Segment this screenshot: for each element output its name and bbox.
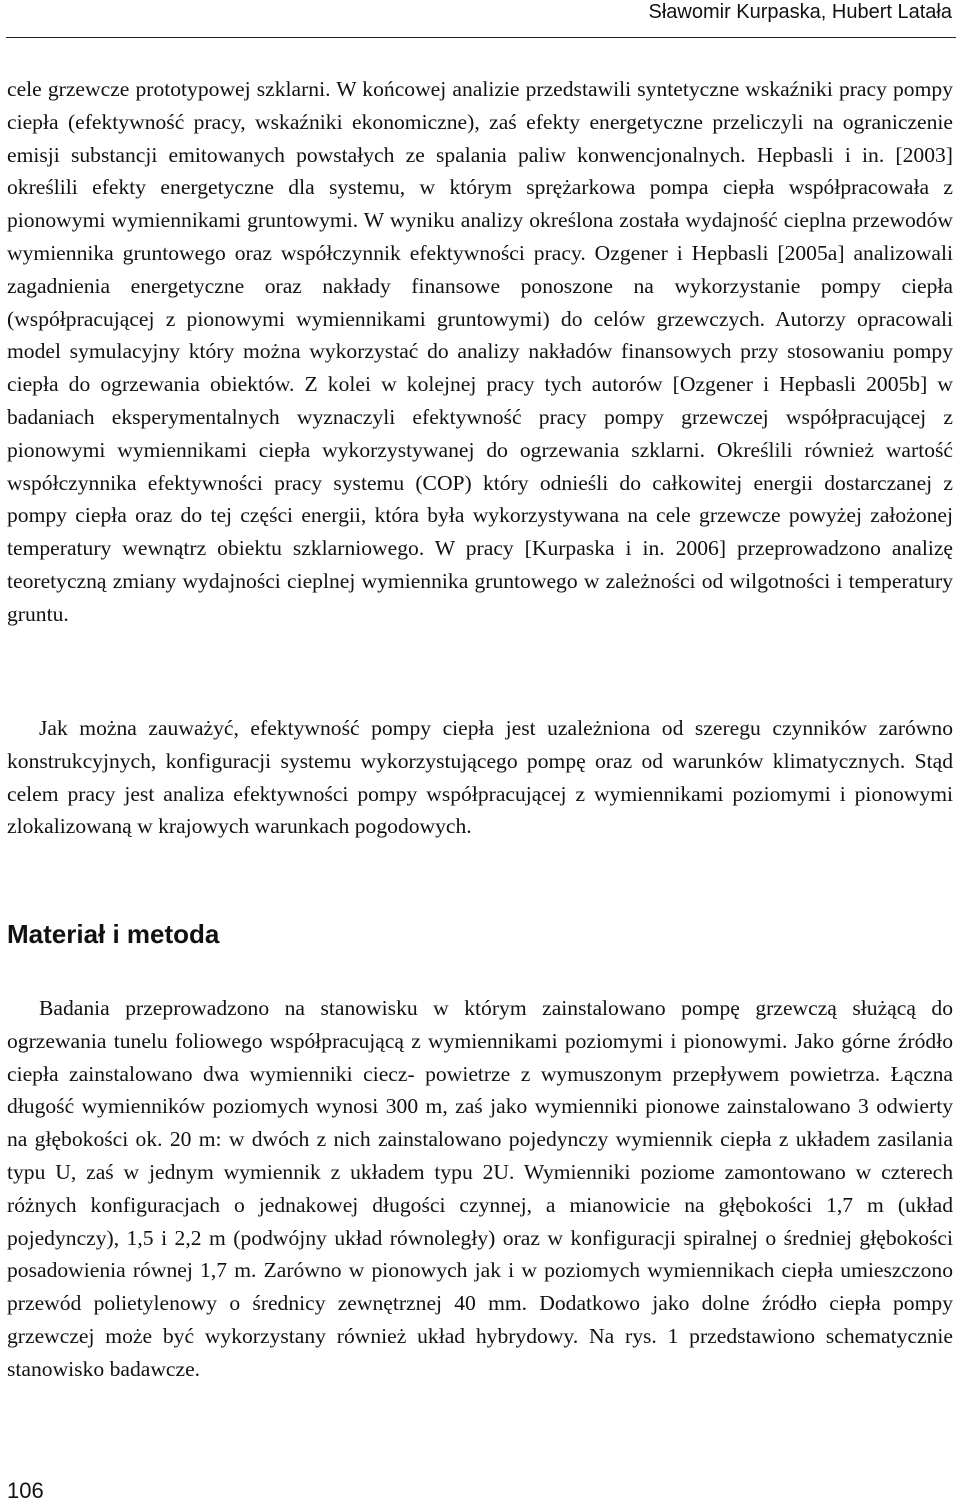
section-heading: Materiał i metoda <box>7 919 220 949</box>
running-header <box>0 0 960 40</box>
header-divider <box>6 37 956 38</box>
paragraph-methods: Badania przeprowadzono na stanowisku w którym zainstalowano pompę grzewczą służącą do ogrzewania tunelu foliowego współpracującą z wymiennikami poziomymi i pionowymi. Jako górne źródło ciepła zainstalowano dwa wymienniki ciecz- powietrze z wymuszonym przepływem powietrza. Łączna długość wymienników poziomych wynosi 300 m, zaś jako wymienniki pionowe zainstalowano 3 odwierty na głębokości ok. 20 m: w dwóch z nich zainstalowano pojedynczy wymiennik ciepła z układem zasilania typu U, zaś w jednym wymiennik z układem typu 2U. Wymienniki poziome zamontowano w czterech różnych konfiguracjach o jednakowej długości czynnej, a mianowicie na głębokości 1,7 m (układ pojedynczy), 1,5 i 2,2 m (podwójny układ równoległy) oraz w konfiguracji spiralnej o średniej głębokości posadowienia równej 1,7 m. Zarówno w pionowych jak i w poziomych wymiennikach ciepła umieszczono przewód polietylenowy o średnicy zewnętrznej 40 mm. Dodatkowo jako dolne źródło ciepła pompy grzewczej może być wykorzystany również układ hybrydowy. Na rys. 1 przedstawiono schematycznie stanowisko badawcze. <box>7 996 953 1381</box>
paragraph-aim: Jak można zauważyć, efektywność pompy ciepła jest uzależniona od szeregu czynników zarówno konstrukcyjnych, konfiguracji systemu wykorzystującego pompę oraz od warunków klimatycznych. Stąd celem pracy jest analiza efektywności pompy współpracującej z wymiennikami poziomymi i pionowymi zlokalizowaną w krajowych warunkach pogodowych. <box>7 716 953 839</box>
header-authors: Sławomir Kurpaska, Hubert Latała <box>648 1 952 23</box>
paragraph-literature-review: cele grzewcze prototypowej szklarni. W końcowej analizie przedstawili syntetyczne wskaźniki pracy pompy ciepła (efektywność pracy, wskaźniki ekonomiczne), zaś efekty energetyczne przeliczyli na ograniczenie emisji substancji emitowanych powstałych ze spalania paliw konwencjonalnych. Hepbasli i in. [2003] określili efekty energetyczne dla systemu, w którym sprężarkowa pompa ciepła współpracowała z pionowymi wymiennikami gruntowymi. W wyniku analizy określona została wydajność cieplna przewodów wymiennika gruntowego oraz współczynnik efektywności pracy. Ozgener i Hepbasli [2005a] analizowali zagadnienia energetyczne oraz nakłady finansowe ponoszone na wykorzystanie pompy ciepła (współpracującej z pionowymi wymiennikami gruntowymi) do celów grzewczych. Autorzy opracowali model symulacyjny który można wykorzystać do analizy nakładów finansowych przy stosowaniu pompy ciepła do ogrzewania obiektów. Z kolei w kolejnej pracy tych autorów [Ozgener i Hepbasli 2005b] w badaniach eksperymentalnych wyznaczyli efektywność pracy pompy grzewczej współpracującej z pionowymi wymiennikami ciepła wykorzystywanej do ogrzewania szklarni. Określili również wartość współczynnika efektywności pracy systemu (COP) który odnieśli do całkowitej energii dostarczanej z pompy ciepła oraz do tej części energii, która była wykorzystywana na cele grzewcze powyżej założonej temperatury wewnątrz obiektu szklarniowego. W pracy [Kurpaska i in. 2006] przeprowadzono analizę teoretyczną zmiany wydajności cieplnej wymiennika gruntowego w zależności od wilgotności i temperatury gruntu. <box>7 77 953 626</box>
page-number: 106 <box>7 1478 44 1503</box>
